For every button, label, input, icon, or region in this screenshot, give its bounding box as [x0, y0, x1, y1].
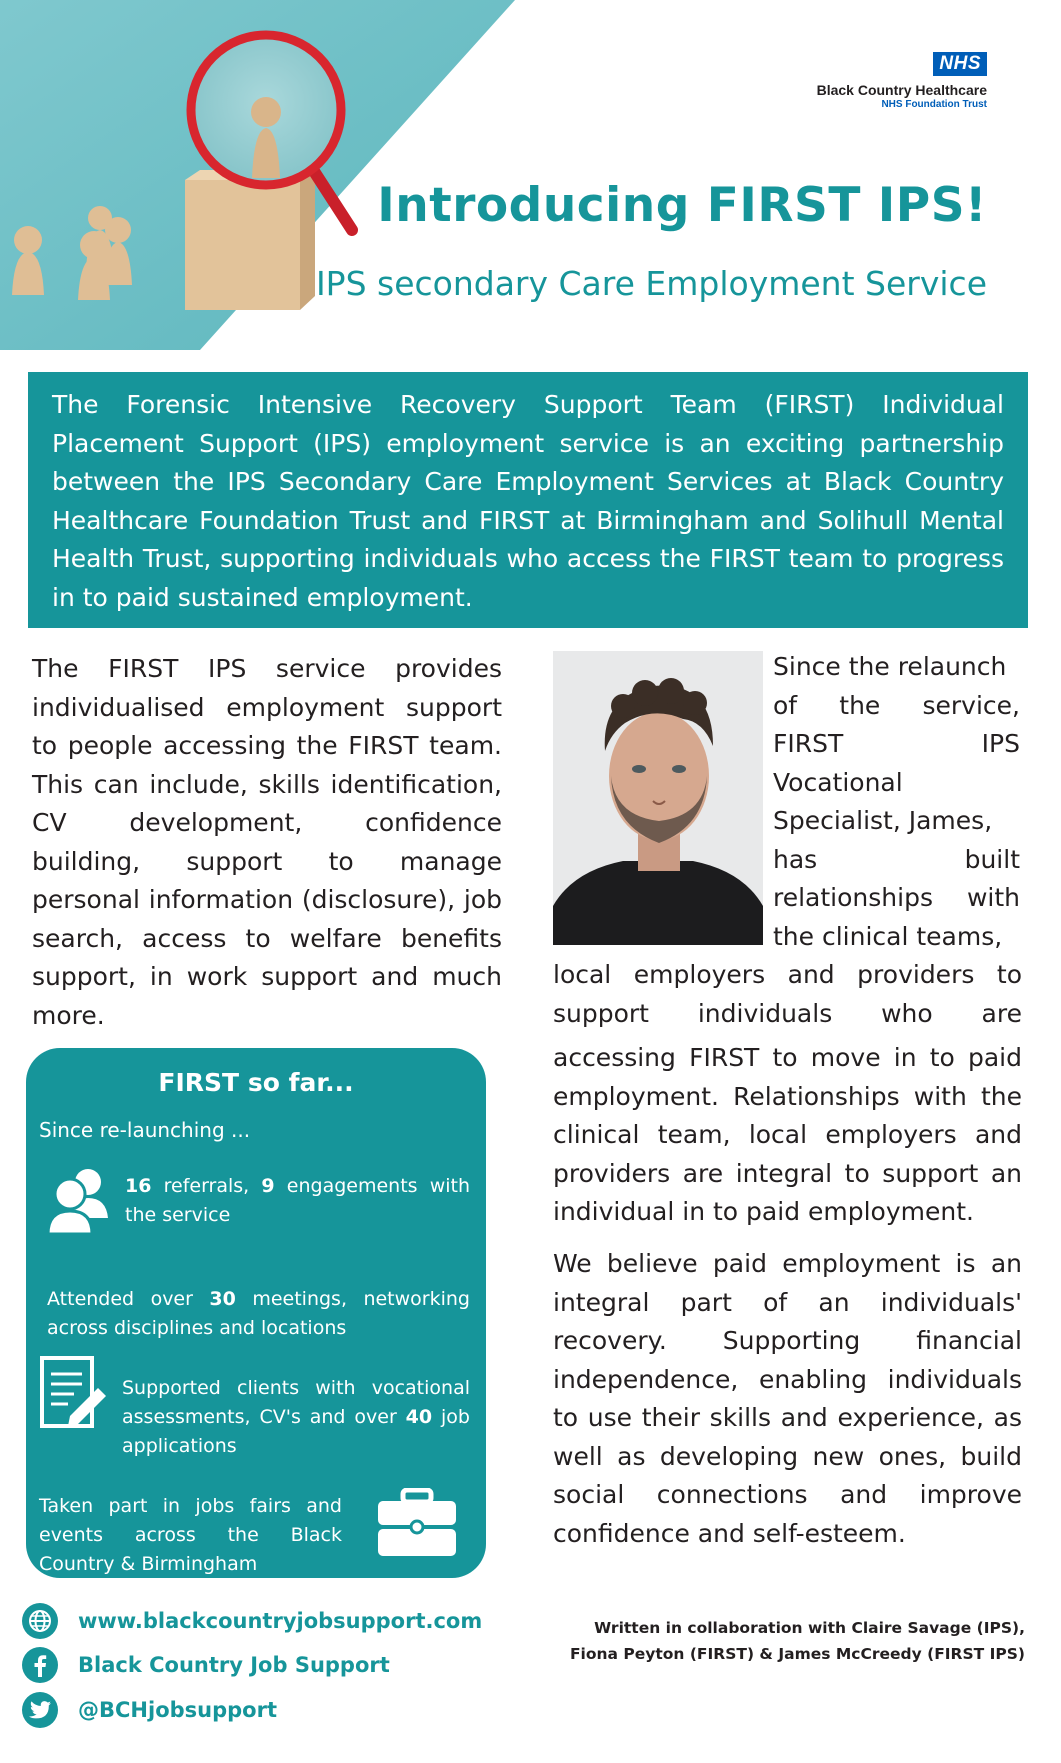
stat-meetings	[47, 1285, 470, 1343]
website-link[interactable]	[22, 1603, 482, 1639]
credit-line: Written in collaboration with Claire Savage (IPS),	[594, 1619, 1025, 1637]
engagements-label: engagements with the service	[125, 1175, 471, 1226]
clients-count: 40	[405, 1406, 433, 1428]
beside-photo-line: Vocational	[773, 767, 903, 797]
globe-icon	[22, 1603, 58, 1639]
stat-clients	[122, 1374, 470, 1461]
stats-since: Since re-launching ...	[39, 1118, 251, 1142]
stat-events	[39, 1492, 342, 1579]
facebook-text[interactable]: Black Country Job Support	[78, 1653, 390, 1677]
twitter-text[interactable]: @BCHjobsupport	[78, 1698, 277, 1722]
meetings-post: meetings, networking across disciplines and locations	[47, 1288, 470, 1339]
nhs-badge: NHS	[933, 52, 987, 76]
organisation-name: Black Country Healthcare	[816, 82, 987, 98]
beside-photo-line: relationships with	[773, 883, 1020, 912]
facebook-link[interactable]	[22, 1647, 390, 1683]
service-description-text: The FIRST IPS service provides individualised employment support to people accessing the FIRST team. This can include, skills identification, CV development, confidence building, support to manage personal information (disclosure), job search, access to welfare benefits support, in work support and much more.	[32, 654, 502, 1030]
stats-heading: FIRST so far...	[158, 1068, 354, 1097]
clients-post: job applications	[122, 1406, 470, 1457]
meetings-pre: Attended over	[47, 1288, 193, 1310]
continued-text: local employers and providers to support individuals who are	[553, 960, 1022, 1028]
clients-pre: Supported clients with vocational assessments, CV's and over	[122, 1377, 470, 1428]
users-icon	[46, 1166, 112, 1240]
facebook-icon	[22, 1647, 58, 1683]
beside-photo-line: the clinical teams,	[773, 921, 1003, 951]
relationships-text: accessing FIRST to move in to paid employment. Relationships with the clinical team, local employers and providers are integral to support an individual in to paid employment.	[553, 1043, 1022, 1226]
document-icon	[38, 1354, 108, 1436]
beside-photo-line: of the service,	[773, 690, 1020, 720]
engagements-count: 9	[261, 1175, 275, 1197]
james-intro	[773, 648, 1020, 956]
intro-text: The Forensic Intensive Recovery Support Team (FIRST) Individual Placement Support (IPS) employment service is an exciting partnership between the IPS Secondary Care Employment Services at Black Country Healthcare Foundation Trust and FIRST at Birmingham and Solihull Mental Health Trust, supporting individuals who access the FIRST team to progress in to paid sustained employment.	[52, 390, 1004, 612]
credit	[550, 1615, 1025, 1667]
beside-photo-line: has built	[773, 844, 1020, 874]
page-subtitle: IPS secondary Care Employment Service	[315, 264, 987, 303]
stat-referrals	[125, 1172, 470, 1230]
twitter-link[interactable]	[22, 1692, 277, 1728]
referrals-label: referrals,	[163, 1175, 250, 1197]
website-text[interactable]: www.blackcountryjobsupport.com	[78, 1609, 483, 1633]
referrals-count: 16	[125, 1175, 152, 1197]
events-text: Taken part in jobs fairs and events across the Black Country & Birmingham	[39, 1495, 342, 1575]
intro-box	[28, 372, 1028, 628]
beside-photo-line: Since the relaunch	[773, 652, 1007, 681]
beside-photo-line: FIRST IPS	[773, 729, 1020, 758]
belief-text: We believe paid employment is an integral part of an individuals' recovery. Supporting financial independence, enabling individuals to use their skills and experience, as well as developing new ones, build social connections and improve confidence and self-esteem.	[553, 1249, 1022, 1548]
twitter-icon	[22, 1692, 58, 1728]
nhs-logo	[817, 52, 987, 110]
meetings-count: 30	[209, 1288, 236, 1310]
credit-line: Fiona Peyton (FIRST) & James McCreedy (FIRST IPS)	[569, 1645, 1025, 1663]
relationships-paragraph	[553, 1039, 1022, 1232]
beside-photo-line: Specialist, James,	[773, 806, 993, 835]
page-title: Introducing FIRST IPS!	[377, 178, 987, 233]
james-continued	[553, 956, 1022, 1033]
trust-name: NHS Foundation Trust	[881, 99, 987, 110]
belief-paragraph	[553, 1245, 1022, 1553]
service-description	[32, 650, 502, 1035]
stats-box	[26, 1048, 486, 1578]
james-photo	[553, 651, 763, 945]
briefcase-icon	[376, 1488, 458, 1562]
